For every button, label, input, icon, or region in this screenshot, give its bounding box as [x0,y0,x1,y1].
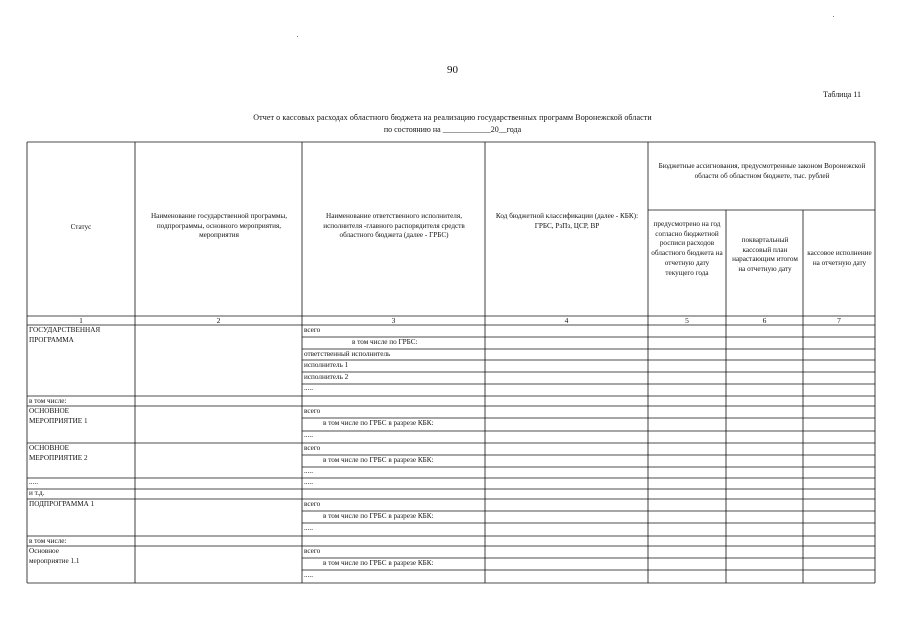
exec-total: всего [304,407,321,415]
column-number: 6 [762,316,767,325]
exec-including-kbk: в том числе по ГРБС в разрезе КБК: [323,559,434,567]
column-number: 5 [685,316,689,325]
exec-total: всего [304,547,321,555]
column-number: 2 [216,316,221,325]
header-quarterly-plan: поквартальный кассовый план нарастающим итогом на отчетную дату [732,236,798,274]
header-status: Статус [70,223,92,231]
exec-ellipsis: ..... [304,524,313,532]
exec-total: всего [304,444,321,452]
header-planned-year: предусмотрено на год согласно бюджетной росписи расходов областного бюджета на отчетную дату текущего года [651,220,723,277]
status-main-event-1: ОСНОВНОЕ МЕРОПРИЯТИЕ 1 [29,407,88,425]
report-title: Отчет о кассовых расходах областного бюджета на реализацию государственных программ Воронежской области [253,113,652,122]
header-cash-execution: кассовое исполнение на отчетную дату [807,249,872,267]
exec-including-kbk: в том числе по ГРБС в разрезе КБК: [323,419,434,427]
exec-including-kbk: в том числе по ГРБС в разрезе КБК: [323,456,434,464]
status-subprogram-1: ПОДПРОГРАММА 1 [29,500,95,508]
exec-executor-1: исполнитель 1 [304,361,349,369]
column-number: 3 [391,316,396,325]
header-program-name: Наименование государственной программы, подпрограммы, основного мероприятия, мероприятия [150,212,288,240]
status-including: в том числе: [29,537,67,545]
exec-responsible: ответственный исполнитель [304,350,391,358]
status-main-event-2: ОСНОВНОЕ МЕРОПРИЯТИЕ 2 [29,444,88,462]
page-number: 90 [447,64,458,76]
exec-ellipsis: ..... [304,571,313,579]
status-including: в том числе: [29,397,67,405]
exec-ellipsis: ..... [304,384,313,392]
status-event-1-1: Основное мероприятие 1.1 [29,547,80,565]
exec-executor-2: исполнитель 2 [304,373,349,381]
exec-ellipsis: ..... [304,467,313,475]
exec-total: всего [304,500,321,508]
report-date-line: по состоянию на ____________20__года [383,125,522,134]
column-number: 4 [564,316,569,325]
exec-ellipsis: ..... [304,478,313,486]
column-number: 1 [79,316,83,325]
exec-including-grbs: в том числе по ГРБС: [352,338,418,346]
status-ellipsis: ..... [29,478,38,486]
table-label: Таблица 11 [823,90,861,99]
status-etc: и т.д. [29,489,45,497]
exec-including-kbk: в том числе по ГРБС в разрезе КБК: [323,512,434,520]
exec-ellipsis: ..... [304,431,313,439]
header-kbk-code: Код бюджетной классификации (далее - КБК): ГРБС, РзПз, ЦСР, ВР [495,212,639,230]
header-budget-group: Бюджетные ассигнования, предусмотренные законом Воронежской области об областном бюджете, тыс. рублей [658,162,866,180]
column-number: 7 [837,316,841,325]
header-executor: Наименование ответственного исполнителя, исполнителя -главного распорядителя средств областного бюджета (далее - ГРБС) [323,212,465,240]
status-state-program: ГОСУДАРСТВЕННАЯ ПРОГРАММА [29,326,101,344]
exec-total: всего [304,326,321,334]
